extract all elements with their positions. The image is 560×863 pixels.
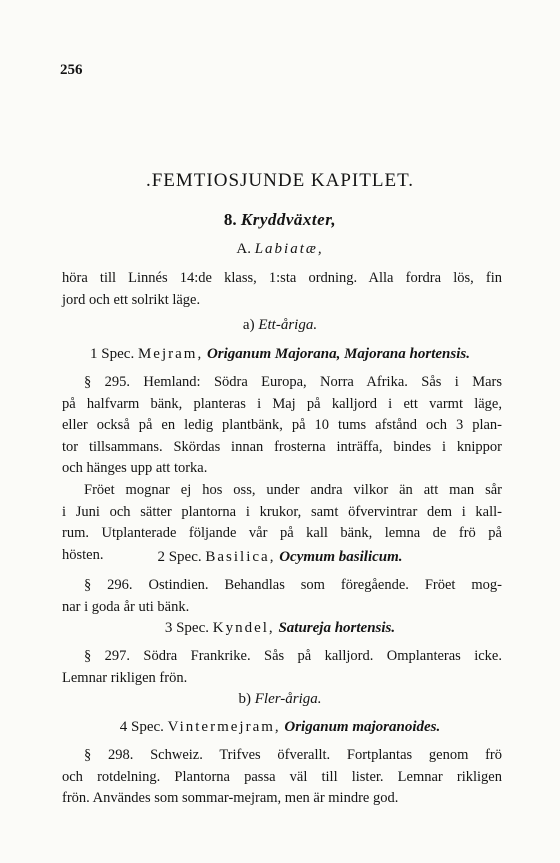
paragraph-298 (62, 745, 502, 810)
section-number: 8. (223, 210, 237, 229)
species-latin: Origanum majoranoides. (284, 719, 441, 735)
text-line: på halfvarm bänk, planteras i Maj på kalljord i ett varmt läge, (62, 395, 502, 412)
species-name: Kyndel, (212, 620, 275, 636)
intro-paragraph (62, 268, 502, 311)
group-letter: b) (238, 691, 251, 707)
species-name: Mejram, (137, 346, 204, 362)
species-latin: Satureja hortensis. (278, 620, 396, 636)
paragraph-296 (62, 575, 502, 618)
text-line: Lemnar rikligen frön. (62, 669, 188, 686)
text-line: frön. Användes som sommar-mejram, men är mindre god. (62, 790, 399, 806)
text-line: hösten. (62, 546, 104, 563)
species-prefix: 2 Spec. (157, 549, 202, 565)
species-name: Basilica, (205, 549, 276, 565)
group-a-heading (0, 317, 560, 334)
species-name: Vintermejram, (167, 719, 281, 735)
species-heading-3 (0, 620, 560, 637)
species-prefix: 3 Spec. (164, 620, 210, 636)
species-latin: Ocymum basilicum. (279, 549, 403, 565)
text-line: höra till Linnés 14:de klass, 1:sta ordning. Alla fordra lös, fin (62, 270, 502, 286)
species-prefix: 1 Spec. (90, 346, 135, 362)
chapter-title: .FEMTIOSJUNDE KAPITLET. (145, 170, 415, 191)
text-line: i Juni och sätter plantorna i krukor, samt öfvervintrar dem i kall- (62, 503, 502, 520)
text-line: § 298. Schweiz. Trifves öfverallt. Fortplantas genom frö (84, 747, 502, 763)
species-heading-4 (0, 719, 560, 736)
text-line: § 297. Södra Frankrike. Sås på kalljord. Omplanteras icke. (84, 648, 502, 664)
section-heading (0, 210, 560, 230)
species-latin: Origanum Majorana, Majorana hortensis. (206, 346, 470, 362)
group-b-heading (0, 691, 560, 708)
text-line: och rotdelning. Plantorna passa väl till lister. Lemnar rikligen (62, 768, 502, 785)
text-line: jord och ett solrikt läge. (62, 291, 201, 308)
family-name: Labiatæ, (254, 241, 324, 257)
group-letter: a) (242, 317, 255, 333)
text-line: eller också på en ledig plantbänk, på 10 tums afstånd och 3 plan- (62, 417, 502, 433)
text-line: tor tillsammans. Skördas innan frosterna inträffa, bindes i knippor (62, 438, 502, 455)
species-prefix: 4 Spec. (119, 719, 164, 735)
text-line: § 296. Ostindien. Behandlas som föregående. Fröet mog- (84, 577, 502, 593)
species-heading-1 (0, 346, 560, 363)
text-line: nar i goda år uti bänk. (62, 598, 190, 615)
section-name: Kryddväxter, (240, 210, 337, 229)
family-heading (0, 241, 560, 258)
paragraph-295 (62, 372, 502, 480)
family-letter: A. (236, 241, 251, 257)
text-line: och hänges upp att torka. (62, 460, 208, 476)
text-line: § 295. Hemland: Södra Europa, Norra Afrika. Sås i Mars (84, 374, 502, 390)
page-number: 256 (60, 62, 83, 78)
paragraph-297 (62, 646, 502, 689)
group-name: Ett-åriga. (258, 317, 318, 333)
text-line: rum. Utplanterade följande vår på kall bänk, lemna de frö på (62, 525, 502, 541)
species-heading-2 (0, 549, 560, 566)
group-name: Fler-åriga. (254, 691, 322, 707)
text-line: Fröet mognar ej hos oss, under andra vilkor än att man sår (84, 482, 502, 498)
